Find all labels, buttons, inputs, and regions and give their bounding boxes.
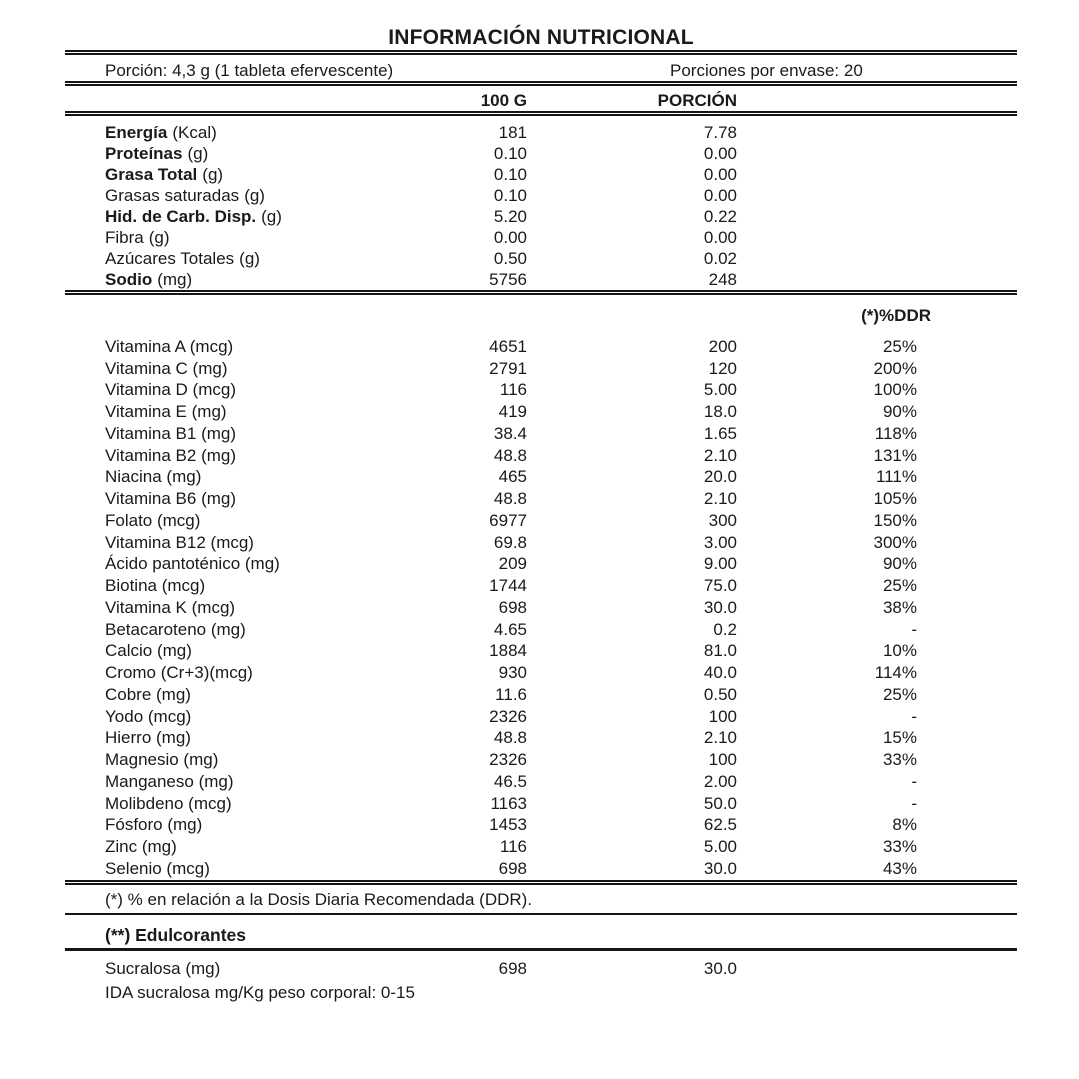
value-per-100g: 2326 <box>489 750 527 770</box>
divider-under-serving <box>65 81 1017 86</box>
table-row <box>65 684 1017 706</box>
micronutrients-section <box>65 336 1017 880</box>
table-row <box>65 858 1017 880</box>
value-per-portion: 2.10 <box>703 728 737 748</box>
divider-under-sweeteners-header <box>65 948 1017 951</box>
nutrient-label: Vitamina B6 (mg) <box>105 489 237 509</box>
nutrient-label: Vitamina B12 (mcg) <box>105 532 254 552</box>
divider-under-micros <box>65 880 1017 885</box>
nutrient-unit: (mg) <box>157 269 193 289</box>
nutrient-label: Vitamina K (mcg) <box>105 597 236 617</box>
value-per-100g: 698 <box>498 597 527 617</box>
nutrient-label: Ácido pantoténico (mg) <box>105 554 280 574</box>
table-row <box>65 358 1017 380</box>
value-per-100g: 0.00 <box>493 227 527 247</box>
table-row <box>65 815 1017 837</box>
table-row <box>65 706 1017 728</box>
value-per-100g: 11.6 <box>495 684 527 704</box>
nutrient-unit: (g) <box>244 185 265 205</box>
value-per-portion: 40.0 <box>703 663 737 683</box>
value-ddr: 38% <box>882 597 917 617</box>
value-per-portion: 0.2 <box>713 619 737 639</box>
value-ddr: 300% <box>873 532 917 552</box>
table-row <box>65 959 1017 980</box>
nutrient-label: Fósforo (mg) <box>105 815 203 835</box>
value-per-100g: 419 <box>498 402 527 422</box>
value-per-portion: 0.00 <box>703 143 737 163</box>
column-header-porcion: PORCIÓN <box>657 90 737 110</box>
table-row <box>65 619 1017 641</box>
table-row <box>65 185 1017 206</box>
value-ddr: 150% <box>873 510 917 530</box>
nutrient-name: Proteínas <box>105 143 183 163</box>
value-ddr: 10% <box>882 641 917 661</box>
nutrient-label: Vitamina B2 (mg) <box>105 445 237 465</box>
value-per-100g: 116 <box>499 837 527 857</box>
nutrient-label: Molibdeno (mcg) <box>105 793 232 813</box>
nutrient-label <box>105 249 407 269</box>
value-per-100g: 0.10 <box>493 185 527 205</box>
table-row <box>65 445 1017 467</box>
value-per-portion: 100 <box>708 750 737 770</box>
table-row <box>65 248 1017 269</box>
nutrient-label: Manganeso (mg) <box>105 771 234 791</box>
serving-row <box>65 60 1017 81</box>
table-row <box>65 532 1017 554</box>
nutrient-label: Zinc (mg) <box>105 837 177 857</box>
value-per-100g: 181 <box>498 122 527 142</box>
nutrient-label <box>105 270 407 290</box>
table-row <box>65 401 1017 423</box>
value-per-100g: 6977 <box>489 510 527 530</box>
nutrient-unit: (g) <box>202 164 224 184</box>
nutrient-name: Azúcares Totales <box>105 248 235 268</box>
value-per-portion: 30.0 <box>703 959 737 979</box>
nutrient-label: Magnesio (mg) <box>105 750 219 770</box>
table-row <box>65 728 1017 750</box>
nutrient-name: Sodio <box>105 269 153 289</box>
macronutrients-section <box>65 122 1017 290</box>
nutrient-name: Grasas saturadas <box>105 185 240 205</box>
divider-under-column-headers <box>65 111 1017 116</box>
table-row <box>65 793 1017 815</box>
value-per-100g: 69.8 <box>493 532 527 552</box>
nutrient-label: Vitamina E (mg) <box>105 402 227 422</box>
ida-note: IDA sucralosa mg/Kg peso corporal: 0-15 <box>105 982 415 1002</box>
value-per-portion: 3.00 <box>703 532 737 552</box>
value-per-portion: 120 <box>708 358 737 378</box>
ddr-header-row <box>65 305 1017 326</box>
nutrient-label: Yodo (mcg) <box>105 706 192 726</box>
value-per-100g: 5.20 <box>493 206 527 226</box>
value-per-100g: 116 <box>499 380 527 400</box>
value-ddr: - <box>911 793 917 813</box>
value-per-portion: 2.10 <box>703 489 737 509</box>
nutrient-unit: (Kcal) <box>172 122 217 142</box>
nutrient-unit: (g) <box>148 227 170 247</box>
value-ddr: 100% <box>873 380 917 400</box>
column-header-row <box>65 90 1017 111</box>
table-row <box>65 771 1017 793</box>
value-per-portion: 1.65 <box>703 423 737 443</box>
nutrient-label: Cromo (Cr+3)(mcg) <box>105 663 253 683</box>
nutrient-label <box>105 228 407 248</box>
nutrient-label <box>105 123 407 143</box>
value-ddr: 15% <box>882 728 917 748</box>
value-per-portion: 0.22 <box>703 206 737 226</box>
value-per-100g: 4.65 <box>493 619 527 639</box>
value-ddr: 33% <box>882 750 917 770</box>
table-row <box>65 488 1017 510</box>
nutrient-label: Calcio (mg) <box>105 641 192 661</box>
value-per-100g: 0.10 <box>493 143 527 163</box>
value-per-portion: 30.0 <box>703 858 737 878</box>
value-per-100g: 465 <box>498 467 527 487</box>
table-row <box>65 143 1017 164</box>
nutrient-label: Selenio (mcg) <box>105 858 210 878</box>
table-row <box>65 597 1017 619</box>
nutrient-label: Vitamina D (mcg) <box>105 380 236 400</box>
table-row <box>65 662 1017 684</box>
value-per-100g: 0.10 <box>493 164 527 184</box>
nutrient-label: Vitamina B1 (mg) <box>105 423 237 443</box>
value-per-portion: 20.0 <box>703 467 737 487</box>
value-per-portion: 7.78 <box>703 122 737 142</box>
nutrient-unit: (g) <box>187 143 209 163</box>
value-ddr: 33% <box>882 837 917 857</box>
value-per-100g: 2326 <box>489 706 527 726</box>
nutrient-name: Grasa Total <box>105 164 198 184</box>
nutrient-label <box>105 207 407 227</box>
value-per-portion: 2.00 <box>703 771 737 791</box>
ddr-footnote: (*) % en relación a la Dosis Diaria Recomendada (DDR). <box>105 889 533 909</box>
nutrient-label: Hierro (mg) <box>105 728 191 748</box>
nutrient-name: Fibra <box>105 227 144 247</box>
value-per-portion: 200 <box>708 336 737 356</box>
value-per-100g: 48.8 <box>493 728 527 748</box>
sweeteners-header: (**) Edulcorantes <box>105 924 246 945</box>
value-per-portion: 9.00 <box>703 554 737 574</box>
value-ddr: - <box>911 771 917 791</box>
value-per-portion: 0.00 <box>703 227 737 247</box>
table-row <box>65 423 1017 445</box>
value-per-100g: 46.5 <box>493 771 527 791</box>
table-row <box>65 122 1017 143</box>
value-per-100g: 0.50 <box>493 248 527 268</box>
value-per-100g: 38.4 <box>493 423 527 443</box>
value-ddr: 8% <box>892 815 917 835</box>
value-ddr: 118% <box>874 423 917 443</box>
value-ddr: 200% <box>873 358 917 378</box>
nutrient-label <box>105 165 407 185</box>
nutrition-table <box>65 0 1017 1003</box>
value-per-portion: 50.0 <box>703 793 737 813</box>
value-per-100g: 1453 <box>489 815 527 835</box>
table-row <box>65 467 1017 489</box>
value-ddr: 90% <box>882 554 917 574</box>
value-per-100g: 930 <box>498 663 527 683</box>
value-per-100g: 698 <box>498 858 527 878</box>
table-row <box>65 269 1017 290</box>
table-row <box>65 380 1017 402</box>
table-row <box>65 510 1017 532</box>
value-per-100g: 4651 <box>489 336 527 356</box>
value-per-portion: 5.00 <box>703 380 737 400</box>
value-ddr: 25% <box>882 684 917 704</box>
value-per-100g: 48.8 <box>493 445 527 465</box>
value-per-portion: 0.00 <box>703 185 737 205</box>
serving-size-text: Porción: 4,3 g (1 tableta efervescente) <box>105 61 394 80</box>
value-per-100g: 5756 <box>489 269 527 289</box>
nutrient-label: Vitamina A (mcg) <box>105 336 234 356</box>
value-per-100g: 1744 <box>489 576 527 596</box>
value-per-portion: 5.00 <box>703 837 737 857</box>
nutrient-name: Energía <box>105 122 168 142</box>
value-per-portion: 248 <box>708 269 737 289</box>
table-row <box>65 836 1017 858</box>
nutrient-label: Betacaroteno (mg) <box>105 619 246 639</box>
value-per-portion: 0.02 <box>703 248 737 268</box>
nutrient-label: Niacina (mg) <box>105 467 202 487</box>
value-per-100g: 209 <box>498 554 527 574</box>
table-row <box>65 227 1017 248</box>
value-ddr: - <box>911 706 917 726</box>
nutrient-label: Sucralosa (mg) <box>105 959 221 979</box>
value-per-portion: 18.0 <box>703 402 737 422</box>
value-per-portion: 30.0 <box>703 597 737 617</box>
value-ddr: 111% <box>876 467 917 487</box>
divider-under-macros <box>65 290 1017 295</box>
table-row <box>65 749 1017 771</box>
divider-under-footnote <box>65 913 1017 915</box>
table-row <box>65 554 1017 576</box>
value-per-portion: 0.00 <box>703 164 737 184</box>
table-row <box>65 164 1017 185</box>
value-per-100g: 2791 <box>489 358 527 378</box>
nutrient-label <box>105 144 407 164</box>
value-per-portion: 75.0 <box>703 576 737 596</box>
value-ddr: - <box>911 619 917 639</box>
table-row <box>65 206 1017 227</box>
nutrient-unit: (g) <box>261 206 282 226</box>
value-per-100g: 1163 <box>490 793 527 813</box>
nutrient-label: Biotina (mcg) <box>105 576 206 596</box>
value-ddr: 25% <box>882 576 917 596</box>
value-ddr: 25% <box>882 336 917 356</box>
nutrient-label: Folato (mcg) <box>105 510 201 530</box>
table-row <box>65 336 1017 358</box>
value-ddr: 105% <box>873 489 917 509</box>
divider-under-title <box>65 50 1017 55</box>
table-row <box>65 641 1017 663</box>
nutrient-label: Cobre (mg) <box>105 684 191 704</box>
value-ddr: 43% <box>882 858 917 878</box>
value-per-100g: 698 <box>498 959 527 979</box>
value-per-portion: 2.10 <box>703 445 737 465</box>
value-per-100g: 1884 <box>489 641 527 661</box>
value-per-portion: 62.5 <box>703 815 737 835</box>
column-header-ddr: (*)%DDR <box>861 305 931 325</box>
column-header-100g: 100 G <box>480 90 527 110</box>
value-per-portion: 81.0 <box>703 641 737 661</box>
nutrient-label <box>105 186 407 206</box>
value-per-portion: 100 <box>708 706 737 726</box>
value-ddr: 131% <box>873 445 917 465</box>
value-ddr: 114% <box>874 663 917 683</box>
value-per-100g: 48.8 <box>493 489 527 509</box>
page-title: INFORMACIÓN NUTRICIONAL <box>388 26 694 49</box>
sweeteners-section <box>65 959 1017 980</box>
servings-per-container-text: Porciones por envase: 20 <box>670 61 863 80</box>
value-per-portion: 0.50 <box>703 684 737 704</box>
value-per-portion: 300 <box>708 510 737 530</box>
value-ddr: 90% <box>882 402 917 422</box>
table-row <box>65 575 1017 597</box>
nutrient-name: Hid. de Carb. Disp. <box>105 206 257 226</box>
nutrient-label: Vitamina C (mg) <box>105 358 228 378</box>
nutrient-unit: (g) <box>239 248 260 268</box>
